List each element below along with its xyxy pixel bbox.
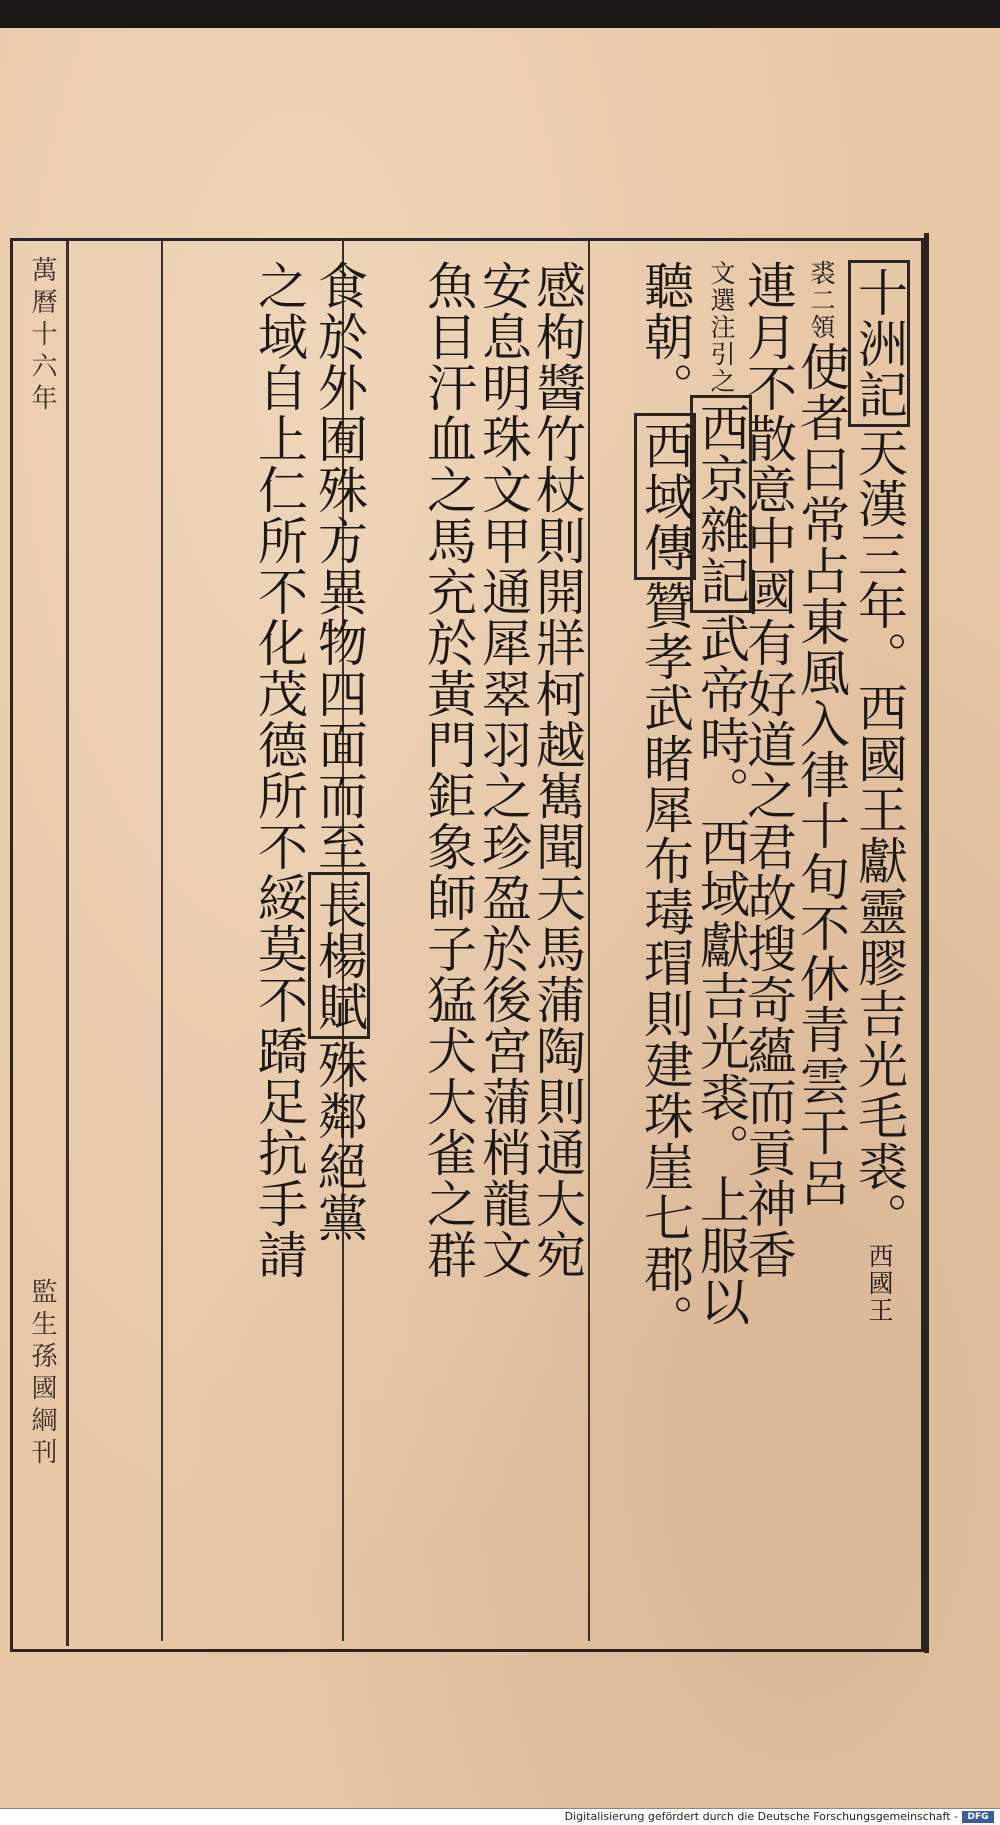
frame-right-edge xyxy=(924,233,929,1653)
commentary-note: 文選注引之 xyxy=(707,260,736,395)
dfg-logo: DFG xyxy=(962,1811,994,1823)
footer-text: Digitalisierung gefördert durch die Deutsche Forschungsgemeinschaft - xyxy=(564,1810,958,1823)
body-text: 聽朝。 xyxy=(636,260,694,413)
text-column xyxy=(848,260,910,1630)
body-text: 魚目汗血之馬充於黃門鉅象師子猛犬大雀之群 xyxy=(419,260,477,1280)
text-column xyxy=(528,260,586,1630)
source-title: 十洲記 xyxy=(848,260,910,427)
scanned-page xyxy=(0,28,1000,1808)
body-text: 天漢三年。西國王獻靈膠吉光毛裘。 xyxy=(850,427,908,1243)
column-rule xyxy=(161,241,163,1641)
margin-date: 萬曆十六年 xyxy=(27,256,57,416)
commentary-note: 裘二領 xyxy=(807,260,836,341)
text-column xyxy=(250,260,308,1630)
body-text: 殊鄰絕黨 xyxy=(310,1039,368,1243)
body-text: 贊孝武睹犀布瑇瑁則建珠崖七郡。 xyxy=(636,580,694,1345)
body-text: 武帝時。西域獻吉光裘。上服以 xyxy=(692,613,750,1327)
body-text: 安息明珠文甲通犀翠羽之珍盈於後宮蒲梢龍文 xyxy=(474,260,532,1280)
column-rule xyxy=(588,241,590,1641)
margin-publisher: 監生孫國綱刊 xyxy=(27,1278,57,1470)
text-column xyxy=(474,260,532,1630)
text-column xyxy=(792,260,850,1630)
source-title: 長楊賦 xyxy=(308,872,370,1039)
text-column xyxy=(634,260,696,1630)
commentary-note: 西國王 xyxy=(865,1243,894,1324)
body-text: 連月不散意中國有好道之君故搜奇蘊而貢神香 xyxy=(739,260,797,1280)
body-text: 之域自上仁所不化茂德所不綏莫不蹻足抗手請 xyxy=(250,260,308,1280)
body-text: 使者曰常占東風入律十旬不休青雲干呂 xyxy=(792,341,850,1208)
text-column xyxy=(690,260,752,1630)
source-title: 西域傳 xyxy=(634,413,696,580)
body-text: 食於外囿殊方異物四面而至 xyxy=(310,260,368,872)
body-text: 感枸醬竹杖則開牂柯越嶲聞天馬蒲陶則通大宛 xyxy=(528,260,586,1280)
text-column xyxy=(419,260,477,1630)
source-title: 西京雜記 xyxy=(690,395,752,613)
margin-divider xyxy=(66,241,69,1646)
digitization-footer xyxy=(0,1808,1000,1825)
text-column xyxy=(308,260,370,1630)
